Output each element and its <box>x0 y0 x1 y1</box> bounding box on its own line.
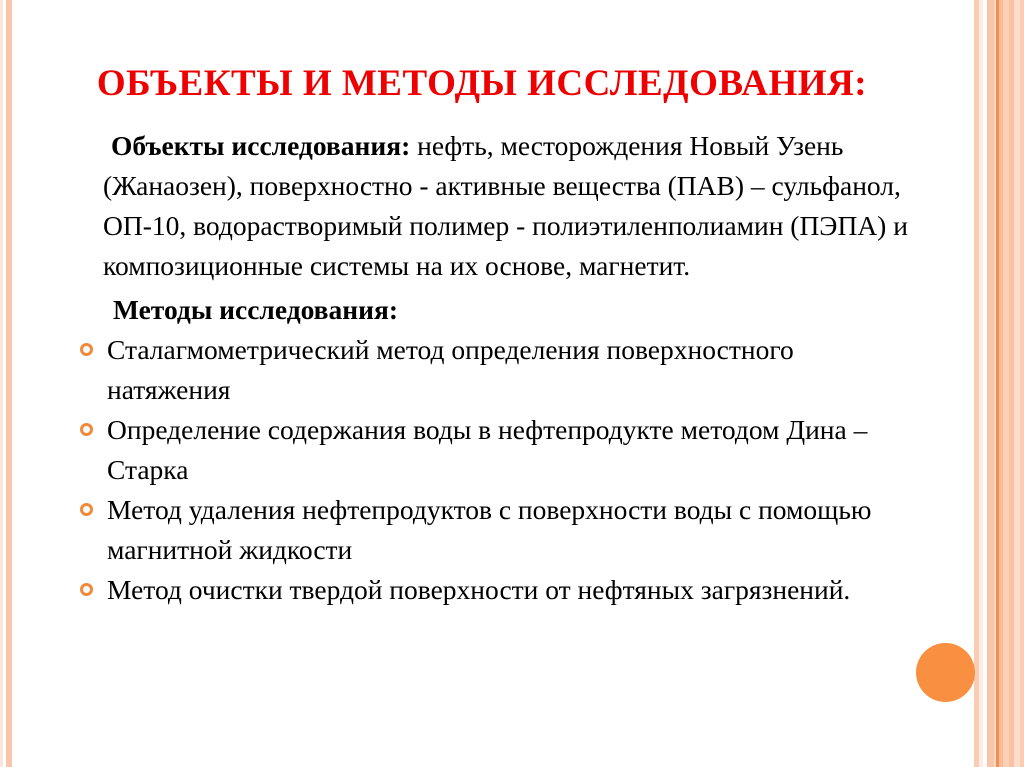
stripe-band <box>994 0 996 767</box>
list-item-label: Метод удаления нефтепродуктов с поверхности воды с помощью магнитной жидкости <box>107 494 872 565</box>
objects-text: нефть, месторождения Новый Узень (Жанаозен), поверхностно - активные вещества (ПАВ) – сульфанол, ОП-10, водорастворимый полимер - полиэтиленполиамин (ПЭПА) и композиционные системы на их основе, магнетит. <box>103 130 908 281</box>
right-edge-stripes <box>974 0 1024 767</box>
methods-heading: Методы исследования: <box>113 294 398 325</box>
stripe-band <box>1003 0 1009 767</box>
list-item-label: Сталагмометрический метод определения поверхностного натяжения <box>107 334 794 405</box>
orange-circle-decoration <box>916 643 975 702</box>
stripe-band <box>996 0 999 767</box>
stripe-band <box>999 0 1003 767</box>
list-item-label: Метод очистки твердой поверхности от нефтяных загрязнений. <box>107 574 851 605</box>
stripe-band <box>979 0 983 767</box>
slide-title: ОБЪЕКТЫ И МЕТОДЫ ИССЛЕДОВАНИЯ: <box>96 63 868 104</box>
list-item <box>0 410 960 490</box>
objects-paragraph <box>0 126 960 286</box>
stripe-band <box>1020 0 1024 767</box>
stripe-band <box>974 0 979 767</box>
ring-bullet-icon <box>80 343 93 356</box>
objects-label: Объекты исследования: <box>111 130 411 161</box>
stripe-band <box>1014 0 1020 767</box>
list-item-label: Определение содержания воды в нефтепродукте методом Дина – Старка <box>107 414 868 485</box>
ring-bullet-icon <box>80 583 93 596</box>
stripe-band <box>987 0 994 767</box>
list-item <box>0 490 960 570</box>
methods-list <box>0 330 960 610</box>
slide-body <box>0 126 960 610</box>
list-item <box>0 570 960 610</box>
ring-bullet-icon <box>80 503 93 516</box>
ring-bullet-icon <box>80 423 93 436</box>
list-item <box>0 330 960 410</box>
stripe-band <box>1009 0 1014 767</box>
